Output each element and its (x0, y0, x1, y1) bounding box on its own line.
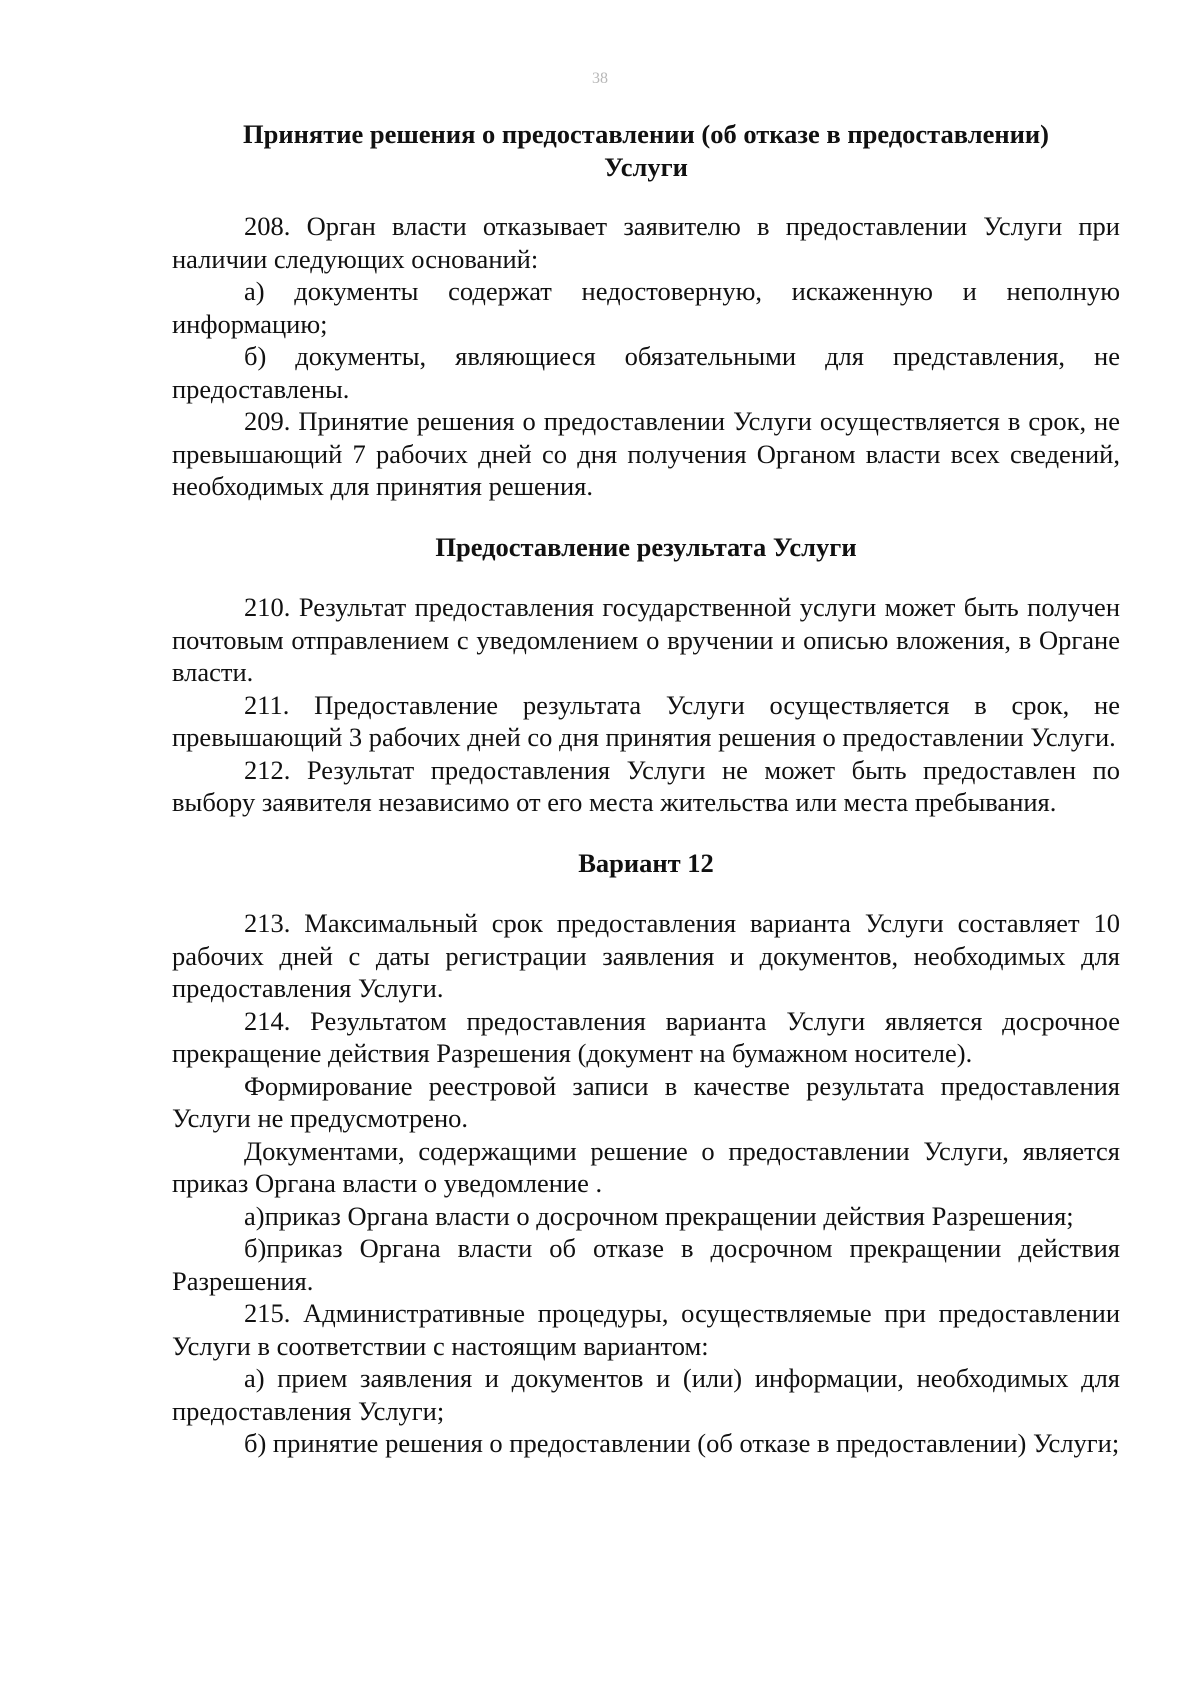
section-heading-result: Предоставление результата Услуги (435, 531, 857, 562)
paragraph-215-b: б) принятие решения о предоставлении (об отказе в предоставлении) Услуги; (244, 1428, 1120, 1458)
paragraph-212: 212. Результат предоставления Услуги не может быть предоставлен по выбору заявителя независимо от его места жительства или места пребывания. (172, 754, 1120, 817)
paragraph-order-a: а)приказ Органа власти о досрочном прекращении действия Разрешения; (244, 1200, 1074, 1231)
document-content (172, 118, 1120, 1460)
paragraph-214: 214. Результатом предоставления варианта Услуги является досрочное прекращение действия Разрешения (документ на бумажном носителе). (172, 1005, 1120, 1068)
paragraph-208-b: б) документы, являющиеся обязательными для представления, не предоставлены. (172, 341, 1120, 404)
paragraph-decision-documents: Документами, содержащими решение о предоставлении Услуги, является приказ Органа власти о уведомление . (172, 1135, 1120, 1198)
paragraph-208: 208. Орган власти отказывает заявителю в предоставлении Услуги при наличии следующих оснований: (172, 211, 1120, 274)
section-heading-decision (172, 118, 1120, 183)
paragraph-215-a: а) прием заявления и документов и (или) информации, необходимых для предоставления Услуги; (172, 1363, 1120, 1426)
page-number: 38 (592, 70, 608, 87)
section-heading-variant: Вариант 12 (578, 847, 714, 878)
paragraph-210: 210. Результат предоставления государственной услуги может быть получен почтовым отправлением с уведомлением о вручении и описью вложения, в Органе власти. (172, 592, 1120, 687)
paragraph-215: 215. Административные процедуры, осуществляемые при предоставлении Услуги в соответствии с настоящим вариантом: (172, 1298, 1120, 1361)
paragraph-209: 209. Принятие решения о предоставлении Услуги осуществляется в срок, не превышающий 7 рабочих дней со дня получения Органом власти всех сведений, необходимых для принятия решения. (172, 406, 1120, 501)
paragraph-213: 213. Максимальный срок предоставления варианта Услуги составляет 10 рабочих дней с даты регистрации заявления и документов, необходимых для предоставления Услуги. (172, 908, 1120, 1003)
paragraph-208-a: а) документы содержат недостоверную, искаженную и неполную информацию; (172, 276, 1120, 339)
paragraph-211: 211. Предоставление результата Услуги осуществляется в срок, не превышающий 3 рабочих дней со дня принятия решения о предоставлении Услуги. (172, 689, 1120, 752)
paragraph-registry-record: Формирование реестровой записи в качестве результата предоставления Услуги не предусмотрено. (172, 1070, 1120, 1133)
heading-line: Принятие решения о предоставлении (об отказе в предоставлении) (243, 119, 1049, 149)
paragraph-order-b: б)приказ Органа власти об отказе в досрочном прекращении действия Разрешения. (172, 1233, 1120, 1296)
heading-line: Услуги (604, 151, 688, 182)
